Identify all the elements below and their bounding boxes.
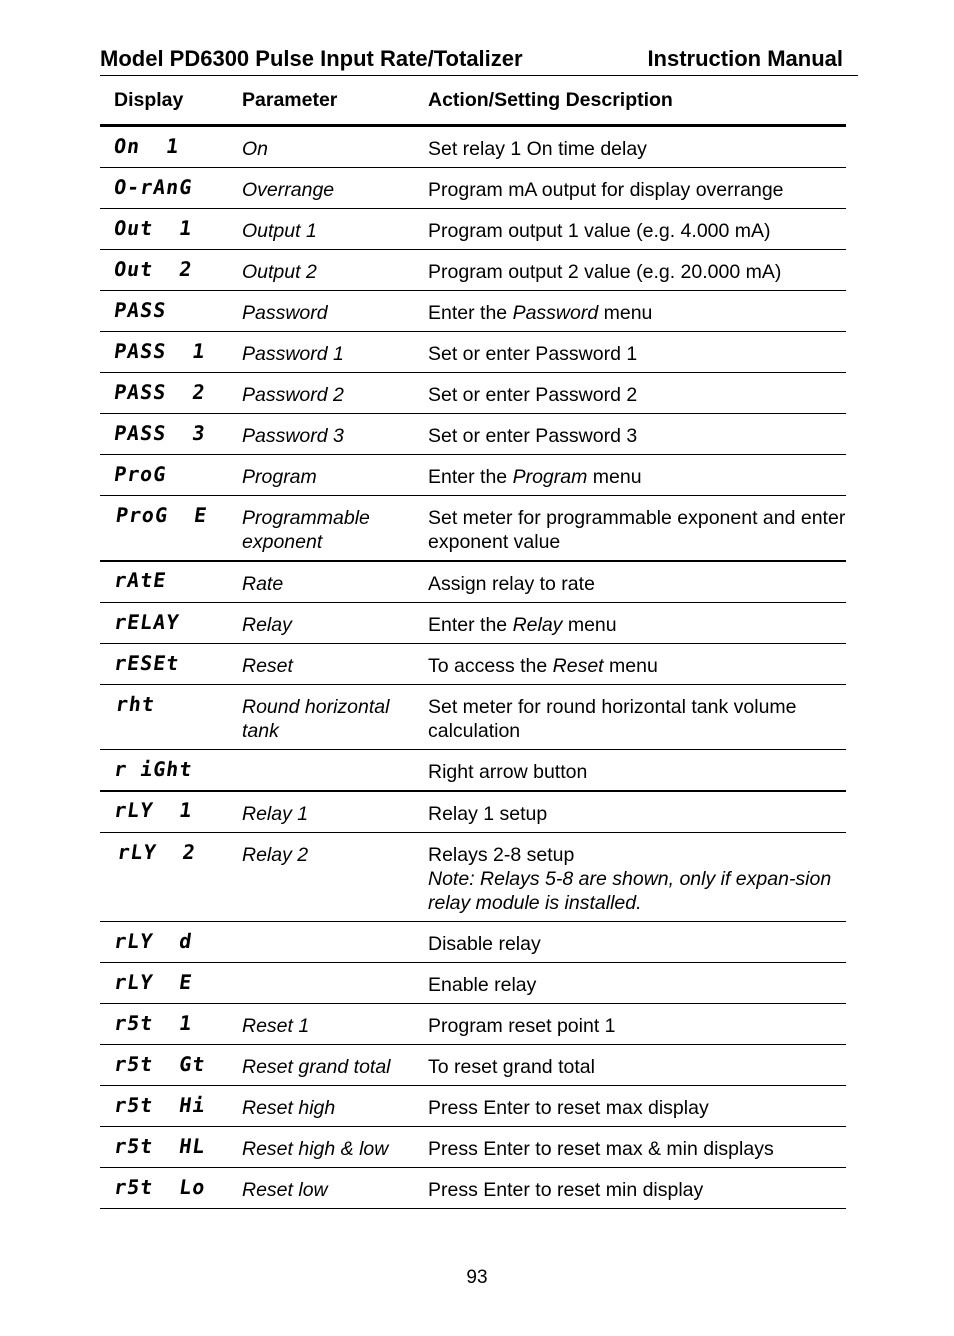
table-row (100, 1045, 846, 1086)
action-description (414, 496, 846, 562)
display-code: rht (95, 685, 232, 750)
action-description (414, 1086, 846, 1127)
description-text: Set or enter Password 1 (428, 343, 638, 365)
action-description (414, 455, 846, 496)
display-code: PASS 3 (97, 414, 231, 455)
display-code: r5t Hi (97, 1086, 231, 1127)
table-row (100, 1086, 846, 1127)
column-header-display: Display (100, 76, 228, 126)
description-note: Note: Relays 5-8 are shown, only if expan-sion relay module is installed. (428, 868, 832, 914)
display-code: ProG (97, 455, 231, 496)
display-code: rLY d (97, 922, 231, 963)
action-description (414, 291, 846, 332)
parameter-name: Password (228, 291, 414, 332)
display-code: r5t Gt (97, 1045, 231, 1086)
action-description (414, 126, 846, 168)
description-text: Set meter for round horizontal tank volume calculation (428, 696, 797, 742)
display-code: r iGht (97, 750, 231, 792)
action-description (414, 791, 846, 833)
description-post-text: menu (562, 614, 617, 636)
display-code: rLY E (97, 963, 231, 1004)
manual-title: Model PD6300 Pulse Input Rate/Totalizer (100, 46, 523, 71)
column-header-description: Action/Setting Description (414, 76, 846, 126)
manual-type: Instruction Manual (647, 46, 843, 71)
parameter-name: Programmable exponent (228, 496, 414, 562)
description-text: Right arrow button (428, 761, 588, 783)
action-description (414, 250, 846, 291)
description-text: Set meter for programmable exponent and enter exponent value (428, 507, 846, 553)
description-text: Set or enter Password 3 (428, 425, 638, 447)
action-description (414, 1168, 846, 1209)
action-description (414, 1127, 846, 1168)
action-description (414, 833, 846, 922)
table-row (100, 791, 846, 833)
parameter-name: Relay 1 (228, 791, 414, 833)
display-code: rAtE (97, 561, 231, 603)
description-pre-text: Enter the (428, 466, 513, 488)
display-code: r5t HL (97, 1127, 231, 1168)
table-row (100, 1004, 846, 1045)
table-row (100, 496, 846, 562)
display-code: rESEt (97, 644, 231, 685)
parameter-name (228, 750, 414, 792)
parameter-table (100, 76, 846, 1209)
description-text: Press Enter to reset max display (428, 1097, 709, 1119)
table-row (100, 168, 846, 209)
display-code: PASS 2 (97, 373, 231, 414)
display-code: PASS 1 (97, 332, 231, 373)
description-em-text: Relay (512, 614, 563, 636)
parameter-name: Relay (228, 603, 414, 644)
action-description (414, 750, 846, 792)
description-text: Relays 2-8 setup (428, 844, 575, 866)
display-code: r5t Lo (97, 1168, 231, 1209)
description-text: Press Enter to reset min display (428, 1179, 704, 1201)
parameter-name: Relay 2 (228, 833, 414, 922)
parameter-name: Round horizontal tank (228, 685, 414, 750)
parameter-name: Reset grand total (228, 1045, 414, 1086)
table-row (100, 685, 846, 750)
table-row (100, 963, 846, 1004)
action-description (414, 561, 846, 603)
table-row (100, 291, 846, 332)
action-description (414, 209, 846, 250)
table-row (100, 332, 846, 373)
table-row (100, 561, 846, 603)
parameter-name: Password 3 (228, 414, 414, 455)
description-pre-text: To access the (428, 655, 553, 677)
parameter-name: Reset (228, 644, 414, 685)
description-em-text: Password (512, 302, 599, 324)
parameter-name: Output 2 (228, 250, 414, 291)
description-text: Program output 2 value (e.g. 20.000 mA) (428, 261, 782, 283)
description-pre-text: Enter the (428, 614, 513, 636)
table-row (100, 833, 846, 922)
description-post-text: menu (603, 655, 658, 677)
parameter-name (228, 922, 414, 963)
parameter-name: Output 1 (228, 209, 414, 250)
display-code: On 1 (97, 126, 231, 168)
table-row (100, 209, 846, 250)
display-code: O-rAnG (97, 168, 231, 209)
description-text: Set relay 1 On time delay (428, 138, 647, 160)
description-text: Enable relay (428, 974, 537, 996)
parameter-name: Reset low (228, 1168, 414, 1209)
parameter-name: Overrange (228, 168, 414, 209)
description-text: Program reset point 1 (428, 1015, 616, 1037)
description-text: Assign relay to rate (428, 573, 595, 595)
display-code: ProG E (95, 496, 232, 562)
display-code: Out 1 (97, 209, 231, 250)
description-text: Press Enter to reset max & min displays (428, 1138, 774, 1160)
parameter-name: Rate (228, 561, 414, 603)
display-code: rLY 1 (97, 791, 231, 833)
display-code: rELAY (97, 603, 231, 644)
display-code: rLY 2 (94, 833, 235, 922)
column-header-parameter: Parameter (228, 76, 414, 126)
description-text: To reset grand total (428, 1056, 595, 1078)
parameter-name: Reset high (228, 1086, 414, 1127)
action-description (414, 685, 846, 750)
display-code: Out 2 (97, 250, 231, 291)
page-number: 93 (466, 1267, 488, 1288)
action-description (414, 1004, 846, 1045)
table-row (100, 414, 846, 455)
parameter-name: Reset high & low (228, 1127, 414, 1168)
action-description (414, 168, 846, 209)
action-description (414, 332, 846, 373)
description-text: Program mA output for display overrange (428, 179, 784, 201)
action-description (414, 373, 846, 414)
description-post-text: menu (587, 466, 642, 488)
description-em-text: Program (512, 466, 588, 488)
parameter-name: On (228, 126, 414, 168)
description-em-text: Reset (552, 655, 604, 677)
table-row (100, 126, 846, 168)
table-row (100, 373, 846, 414)
parameter-name: Program (228, 455, 414, 496)
parameter-name: Reset 1 (228, 1004, 414, 1045)
table-row (100, 250, 846, 291)
parameter-name: Password 1 (228, 332, 414, 373)
table-row (100, 644, 846, 685)
description-pre-text: Enter the (428, 302, 513, 324)
table-row (100, 455, 846, 496)
table-row (100, 1168, 846, 1209)
table-row (100, 603, 846, 644)
table-row (100, 750, 846, 792)
display-code: r5t 1 (97, 1004, 231, 1045)
action-description (414, 963, 846, 1004)
table-row (100, 922, 846, 963)
table-header-row (100, 76, 846, 126)
description-text: Set or enter Password 2 (428, 384, 638, 406)
action-description (414, 414, 846, 455)
action-description (414, 1045, 846, 1086)
description-text: Disable relay (428, 933, 541, 955)
parameter-name: Password 2 (228, 373, 414, 414)
display-code: PASS (97, 291, 231, 332)
parameter-name (228, 963, 414, 1004)
description-post-text: menu (598, 302, 653, 324)
action-description (414, 922, 846, 963)
action-description (414, 603, 846, 644)
description-text: Program output 1 value (e.g. 4.000 mA) (428, 220, 771, 242)
action-description (414, 644, 846, 685)
description-text: Relay 1 setup (428, 803, 548, 825)
table-row (100, 1127, 846, 1168)
page-header (100, 46, 858, 72)
